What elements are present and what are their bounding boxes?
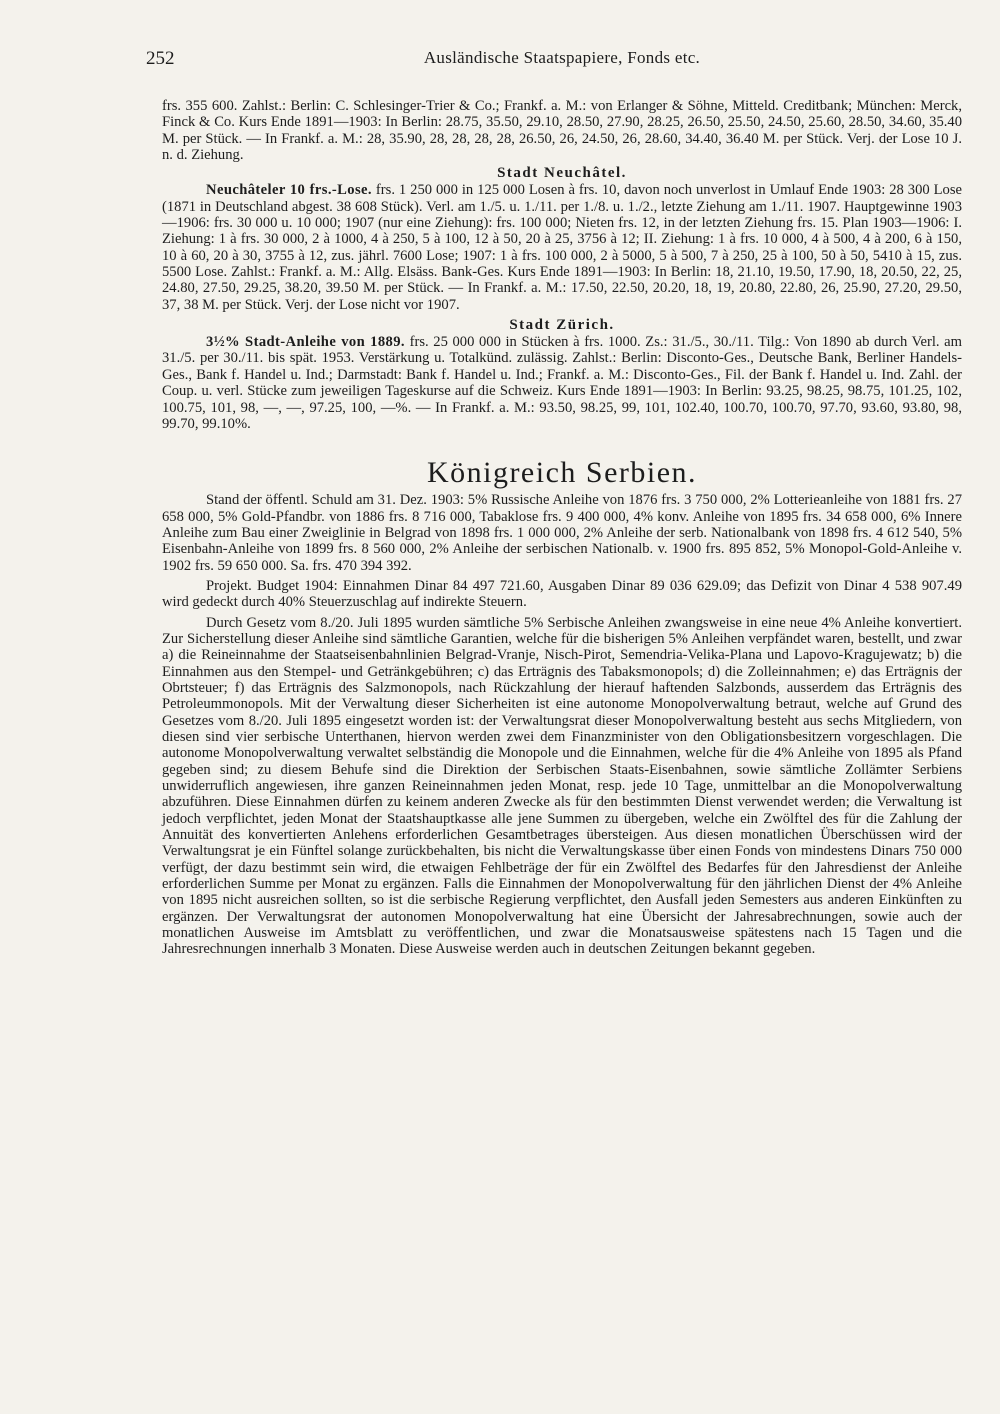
page-body (146, 48, 962, 958)
running-header (146, 48, 962, 76)
debt-paragraph: Stand der öffentl. Schuld am 31. Dez. 1903: 5% Russische Anleihe von 1876 frs. 3 750 000, 2% Lotterieanleihe von 1881 frs. 27 658 000, 5% Gold-Pfandbr. von 1886 frs. 8 716 000, Tabaklose frs. 9 400 000, 4% konv. Anleihe von 1895 frs. 34 658 000, 6% Innere Anleihe zum Bau einer Zweiglinie in Belgrad von 1898 frs. 1 000 000, 2% Anleihe der serb. Nationalbank von 1898 frs. 4 612 540, 5% Eisenbahn-Anleihe von 1899 frs. 8 560 000, 2% Anleihe der serbischen Nationalb. v. 1900 frs. 895 852, 5% Monopol-Gold-Anleihe v. 1902 frs. 59 650 000. Sa. frs. 470 394 392. (162, 492, 962, 574)
intro-paragraph: frs. 355 600. Zahlst.: Berlin: C. Schlesinger-Trier & Co.; Frankf. a. M.: von Erlanger & Söhne, Mitteld. Creditbank; München: Merck, Finck & Co. Kurs Ende 1891—1903: In Berlin: 28.75, 35.50, 29.10, 28.50, 27.90, 28.25, 26.50, 25.50, 24.50, 25.60, 28.50, 34.60, 35.40 M. per Stück. — In Frankf. a. M.: 28, 35.90, 28, 28, 28, 28, 26.50, 26, 24.50, 26, 28.60, 34.40, 36.40 M. per Stück. Verj. der Lose 10 J. n. d. Ziehung. (162, 98, 962, 164)
bond-title: Neuchâteler 10 frs.-Lose. (206, 182, 372, 199)
conversion-paragraph: Durch Gesetz vom 8./20. Juli 1895 wurden sämtliche 5% Serbische Anleihen zwangsweise in eine neue 4% Anleihe konvertiert. Zur Sicherstellung dieser Anleihe sind sämtliche Garantien, welche für die bisherigen 5% Anleihen verpfändet waren, bestellt, und zwar a) die Reineinnahme der Staatseisenbahnlinien Belgrad-Vranje, Nisch-Pirot, Semendria-Velika-Plana und Lapovo-Kragujewatz; b) die Einnahmen aus den Stempel- und Getränkgebühren; c) das Erträgnis des Tabaksmonopols; d) die Zolleinnahmen; e) das Erträgnis der Obrtsteuer; f) das Erträgnis des Salzmonopols, nach Rückzahlung der hierauf haftenden Salzbonds, ausserdem das Erträgnis des Petroleummonopols. Mit der Verwaltung dieser Sicherheiten ist eine autonome Monopolverwaltung betraut, welche auf Grund des Gesetzes vom 8./20. Juli 1895 eingesetzt worden ist: der Verwaltungsrat dieser Monopolverwaltung besteht aus sechs Mitgliedern, von diesen sind vier serbische Unterthanen, hiervon werden zwei dem Finanzminister von den Obligationsbesitzern vorgeschlagen. Die autonome Monopolverwaltung verwaltet selbständig die Monopole und die Einnahmen, welche für die 4% Anleihe von 1895 als Pfand gegeben sind; zu diesem Behufe sind die Direktion der Serbischen Staats-Eisenbahnen, sowie sämtliche Zollämter Serbiens unwiderruflich angewiesen, ihre ganzen Reineinnahmen jeden Monat, resp. jede 10 Tage, unmittelbar an die Monopolverwaltung abzuführen. Diese Einnahmen dürfen zu keinem anderen Zwecke als für den bestimmten Dienst verwendet werden; die Verwaltung ist jedoch verpflichtet, jeden Monat der Staatshauptkasse alle jene Summen zu übergeben, welche ein Zwölftel des für die Zahlung der Annuität des konvertierten Anlehens erforderlichen Gesamtbetrages übersteigen. Aus diesen monatlichen Überschüssen wird der Verwaltungsrat je ein Fünftel solange zurückbehalten, bis nicht die Verwaltungskasse über einen Fonds von mindestens Dinars 750 000 verfügt, der dazu bestimmt sein wird, die etwaigen Fehlbeträge der für ein Zwölftel des Bedarfes für den Jahresdienst der Anleihe erforderlichen Summe per Monat zu ergänzen. Falls die Einnahmen der Monopolverwaltung für den jährlichen Dienst der 4% Anleihe von 1895 nicht ausreichen sollten, so ist die serbische Regierung verpflichtet, den Ausfall jeden Semesters aus anderen Einkünften zu ergänzen. Der Verwaltungsrat der autonomen Monopolverwaltung hat eine Übersicht der Jahresabrechnungen, sowie auch der monatlichen Ausweise im Amtsblatt zu veröffentlichen, und zwar die Monatsausweise spätestens nach 15 Tagen und die Jahresrechnungen innerhalb 3 Monaten. Diese Ausweise werden auch in deutschen Zeitungen bekannt gegeben. (162, 614, 962, 958)
section-paragraph-neuchatel (162, 182, 962, 313)
section-heading-zurich: Stadt Zürich. (509, 317, 615, 334)
section-paragraph-zurich (162, 334, 962, 432)
kingdom-title: Königreich Serbien. (426, 456, 698, 490)
section-heading-neuchatel: Stadt Neuchâtel. (497, 165, 627, 182)
bond-title: 3½% Stadt-Anleihe von 1889. (206, 334, 405, 351)
bond-description: frs. 1 250 000 in 125 000 Losen à frs. 10, davon noch unverlost in Umlauf Ende 1903: 28 300 Lose (1871 in Deutschland abgest. 38 608 Stück). Verl. am 1./5. u. 1./11. per 1./8. u. 1./2., letzte Ziehung am 1./11. 1907. Hauptgewinne 1903—1906: frs. 30 000 u. 10 000; 1907 (nur eine Ziehung): frs. 100 000; Nieten frs. 12, in der letzten Ziehung frs. 15. Plan 1903—1906: I. Ziehung: 1 à frs. 30 000, 2 à 1000, 4 à 250, 5 à 100, 12 à 50, 20 à 25, 3756 à 12; II. Ziehung: 1 à frs. 10 000, 4 à 500, 4 à 200, 6 à 150, 10 à 60, 20 à 30, 3755 à 12, zus. jährl. 7600 Lose; 1907: 1 à frs. 100 000, 2 à 5000, 5 à 500, 7 à 250, 25 à 100, 50 à 50, 5410 à 15, zus. 5500 Lose. Zahlst.: Frankf. a. M.: Allg. Elsäss. Bank-Ges. Kurs Ende 1891—1903: In Berlin: 18, 21.10, 19.50, 17.90, 18, 20.50, 22, 25, 24.80, 27.50, 29.25, 38.20, 39.50 M. per Stück. — In Frankf. a. M.: 17.50, 22.50, 20.20, 18, 19, 20.80, 22.80, 26, 25.90, 27.20, 29.50, 37, 38 M. per Stück. Verj. der Lose nicht vor 1907. (162, 182, 962, 313)
running-title: Ausländische Staatspapiere, Fonds etc. (423, 48, 701, 67)
budget-paragraph: Projekt. Budget 1904: Einnahmen Dinar 84 497 721.60, Ausgaben Dinar 89 036 629.09; das Defizit von Dinar 4 538 907.49 wird gedeckt durch 40% Steuerzuschlag auf indirekte Steuern. (162, 577, 962, 611)
bond-description: frs. 25 000 000 in Stücken à frs. 1000. Zs.: 31./5., 30./11. Tilg.: Von 1890 ab durch Verl. am 31./5. per 30./11. bis spät. 1953. Verstärkung u. Totalkünd. zulässig. Zahlst.: Berlin: Disconto-Ges., Deutsche Bank, Berliner Handels-Ges., Bank f. Handel u. Ind.; Darmstadt: Bank f. Handel u. Ind.; Frankf. a. M.: Disconto-Ges., Fil. der Bank f. Handel u. Ind. Zahl. der Coup. u. verl. Stücke zum jeweiligen Tageskurse auf die Schweiz. Kurs Ende 1891—1903: In Berlin: 93.25, 98.25, 98.75, 101.25, 102, 100.75, 101, 98, —, —, 97.25, 100, —%. — In Frankf. a. M.: 93.50, 98.25, 99, 101, 102.40, 100.70, 100.70, 97.70, 93.60, 93.80, 98, 99.70, 99.10%. (162, 334, 962, 432)
page-number: 252 (146, 48, 175, 69)
